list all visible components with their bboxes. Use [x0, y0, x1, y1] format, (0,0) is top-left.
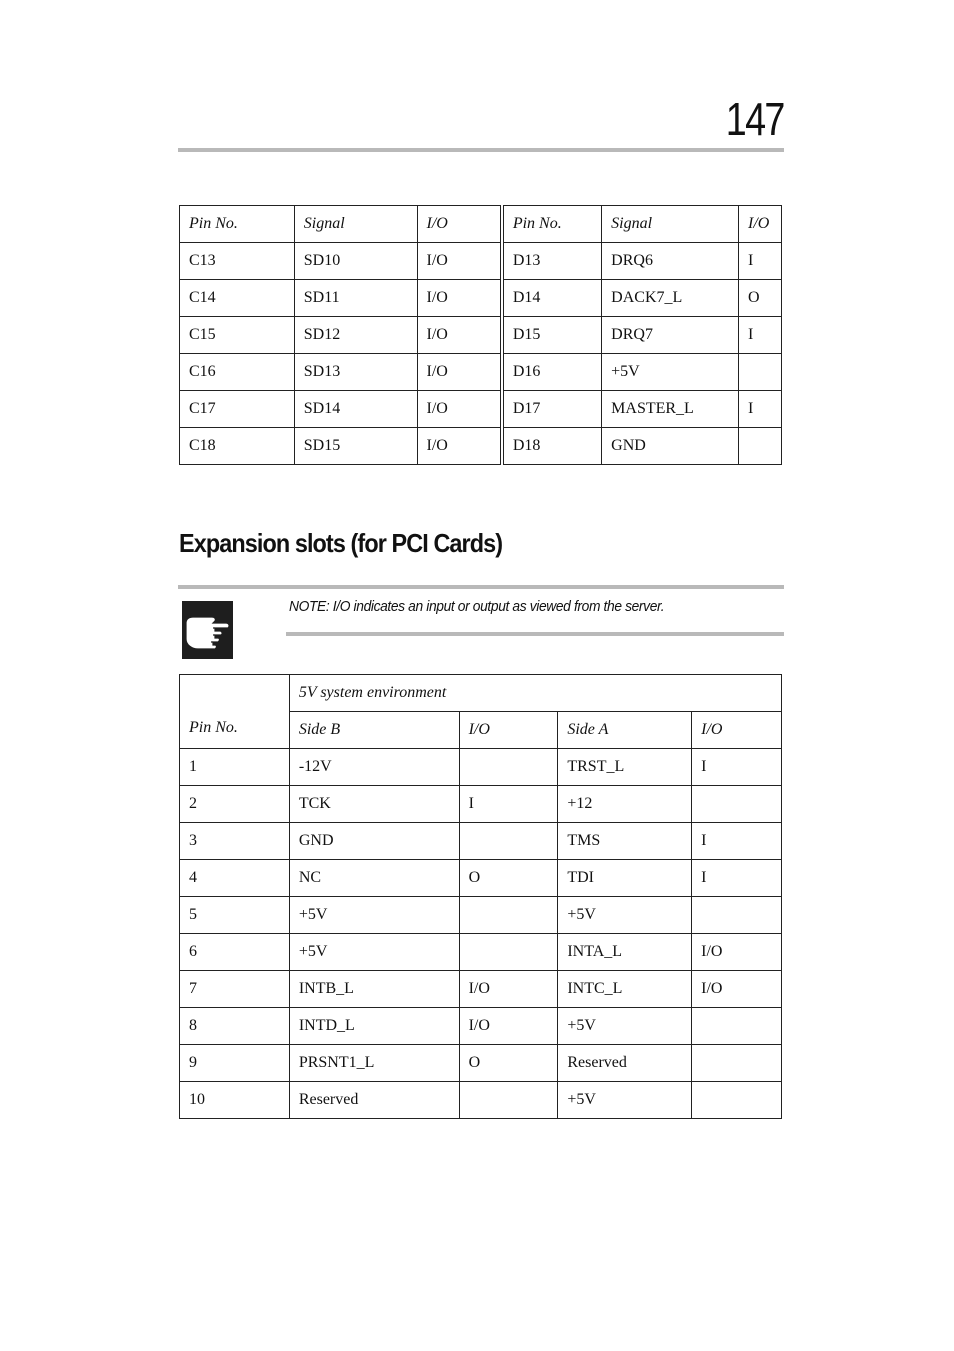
note-rule-top [178, 585, 784, 589]
table-row [180, 897, 782, 934]
table-cell [692, 1082, 782, 1119]
table-row [180, 823, 782, 860]
table-cell: C14 [180, 280, 295, 317]
header-cell: I/O [459, 712, 558, 749]
table-cell: D16 [502, 354, 602, 391]
table-cell: D13 [502, 243, 602, 280]
table-cell: 5 [180, 897, 290, 934]
table-cell: INTC_L [558, 971, 692, 1008]
table-cell: I/O [417, 280, 502, 317]
table-cell: SD10 [294, 243, 417, 280]
table-cell: PRSNT1_L [289, 1045, 459, 1082]
table-cell: 10 [180, 1082, 290, 1119]
header-cell: Pin No. [180, 206, 295, 243]
table-cell: TCK [289, 786, 459, 823]
table-cell: TMS [558, 823, 692, 860]
pci-pin-table [179, 674, 782, 1119]
table-cell: O [459, 1045, 558, 1082]
table-cell: DACK7_L [602, 280, 739, 317]
isa-pin-table [179, 205, 782, 465]
table-row [180, 428, 782, 465]
header-cell: Signal [294, 206, 417, 243]
table-cell: D18 [502, 428, 602, 465]
table-cell [692, 897, 782, 934]
table-cell: I [738, 317, 781, 354]
header-cell: Side A [558, 712, 692, 749]
table-row [180, 934, 782, 971]
table-cell: 1 [180, 749, 290, 786]
header-cell: 5V system environment [289, 675, 781, 712]
table-row [180, 1082, 782, 1119]
table-cell: SD14 [294, 391, 417, 428]
table-cell: -12V [289, 749, 459, 786]
table-cell [738, 354, 781, 391]
table-cell: +12 [558, 786, 692, 823]
table-cell: I [459, 786, 558, 823]
table-cell [459, 1082, 558, 1119]
table-cell: I/O [459, 1008, 558, 1045]
table-cell: SD13 [294, 354, 417, 391]
table-cell: Reserved [558, 1045, 692, 1082]
table-cell: I [692, 749, 782, 786]
table-cell: I/O [459, 971, 558, 1008]
header-cell: Signal [602, 206, 739, 243]
table-row [180, 860, 782, 897]
table-cell [459, 823, 558, 860]
table-cell: +5V [602, 354, 739, 391]
table-row [180, 354, 782, 391]
table-cell: O [738, 280, 781, 317]
header-cell: I/O [417, 206, 502, 243]
table-row [180, 280, 782, 317]
section-title: Expansion slots (for PCI Cards) [179, 528, 503, 558]
table-cell: I [738, 243, 781, 280]
table-cell: DRQ6 [602, 243, 739, 280]
table-cell: I/O [417, 391, 502, 428]
table-cell: C13 [180, 243, 295, 280]
header-cell: Pin No. [502, 206, 602, 243]
table-header-row [180, 675, 782, 712]
table-cell: INTA_L [558, 934, 692, 971]
header-cell: I/O [692, 712, 782, 749]
table-cell: GND [602, 428, 739, 465]
table-cell: D14 [502, 280, 602, 317]
table-cell: +5V [558, 897, 692, 934]
table-cell: I [692, 823, 782, 860]
table-row [180, 1045, 782, 1082]
table-cell: I/O [417, 243, 502, 280]
table-cell: +5V [558, 1082, 692, 1119]
table-cell [692, 1045, 782, 1082]
table-row [180, 317, 782, 354]
table-cell: NC [289, 860, 459, 897]
table-cell: INTB_L [289, 971, 459, 1008]
pointing-hand-icon [182, 601, 233, 659]
table-cell: I [692, 860, 782, 897]
table-cell: SD11 [294, 280, 417, 317]
table-cell: C18 [180, 428, 295, 465]
table-cell: I/O [692, 971, 782, 1008]
table-cell: TRST_L [558, 749, 692, 786]
page-number: 147 [725, 93, 784, 145]
table-cell: I/O [417, 317, 502, 354]
table-cell: 3 [180, 823, 290, 860]
table-cell: 8 [180, 1008, 290, 1045]
table-cell: 7 [180, 971, 290, 1008]
table-cell: SD12 [294, 317, 417, 354]
table-cell [459, 897, 558, 934]
table-cell: I/O [692, 934, 782, 971]
table-cell: I/O [417, 428, 502, 465]
table-cell: 9 [180, 1045, 290, 1082]
table-cell: I/O [417, 354, 502, 391]
table-row [180, 1008, 782, 1045]
table-cell: +5V [289, 934, 459, 971]
table-cell: DRQ7 [602, 317, 739, 354]
table-cell [459, 749, 558, 786]
table-row [180, 971, 782, 1008]
header-cell: Pin No. [180, 675, 290, 749]
table-header-row [180, 206, 782, 243]
note-text: NOTE: I/O indicates an input or output as viewed from the server. [289, 598, 665, 615]
table-cell: C16 [180, 354, 295, 391]
table-cell: O [459, 860, 558, 897]
header-cell: I/O [738, 206, 781, 243]
header-rule [178, 148, 784, 152]
table-cell [692, 1008, 782, 1045]
table-cell [692, 786, 782, 823]
table-cell: D15 [502, 317, 602, 354]
table-cell: D17 [502, 391, 602, 428]
table-cell: +5V [289, 897, 459, 934]
table-row [180, 391, 782, 428]
table-cell: SD15 [294, 428, 417, 465]
table-cell: GND [289, 823, 459, 860]
table-row [180, 243, 782, 280]
table-cell: INTD_L [289, 1008, 459, 1045]
table-cell: 2 [180, 786, 290, 823]
table-row [180, 786, 782, 823]
table-cell: Reserved [289, 1082, 459, 1119]
table-cell: 6 [180, 934, 290, 971]
table-cell: I [738, 391, 781, 428]
table-cell: 4 [180, 860, 290, 897]
table-cell: +5V [558, 1008, 692, 1045]
table-row [180, 749, 782, 786]
note-rule-bottom [286, 632, 784, 636]
table-cell: TDI [558, 860, 692, 897]
table-cell [738, 428, 781, 465]
table-cell [459, 934, 558, 971]
header-cell: Side B [289, 712, 459, 749]
table-cell: C17 [180, 391, 295, 428]
table-cell: MASTER_L [602, 391, 739, 428]
table-cell: C15 [180, 317, 295, 354]
